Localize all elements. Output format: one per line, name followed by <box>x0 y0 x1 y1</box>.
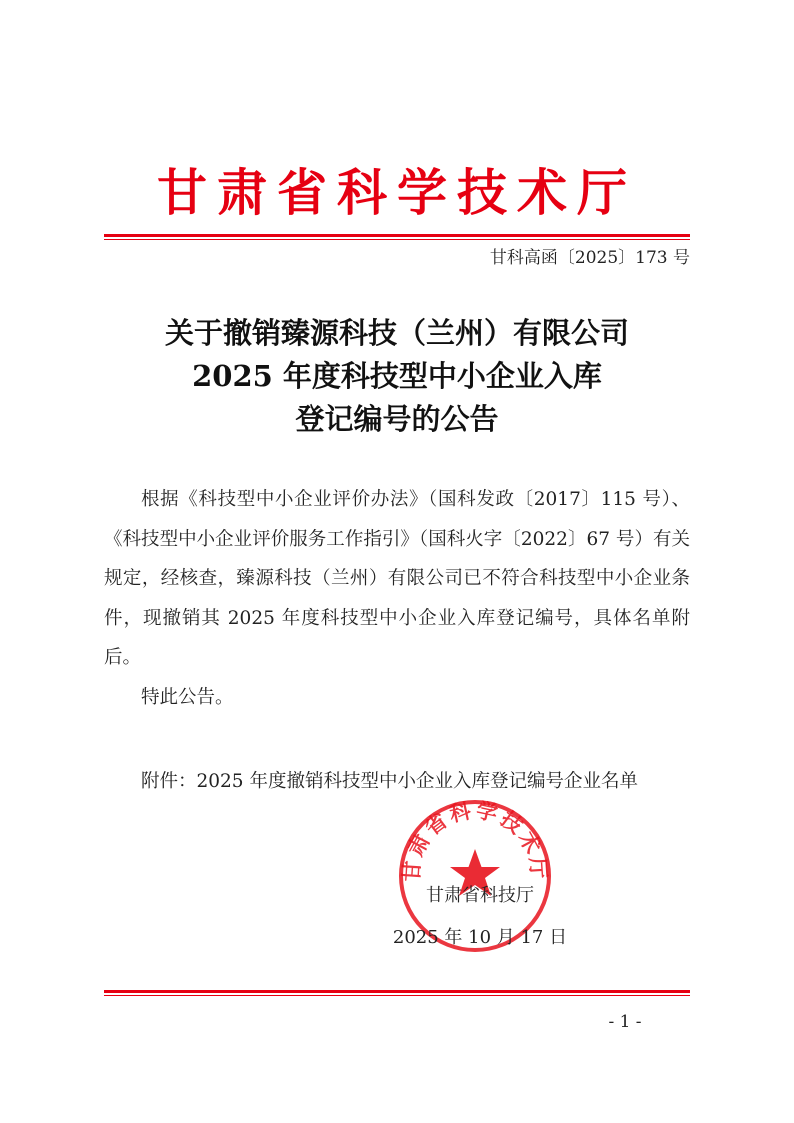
footer-rule-thin <box>104 995 690 996</box>
body-paragraph-main: 根据《科技型中小企业评价办法》（国科发政〔2017〕115 号）、《科技型中小企业评价服务工作指引》（国科火字〔2022〕67 号）有关规定，经核查，臻源科技（兰州）有限公司已不符合科技型中小企业条件，现撤销其 2025 年度科技型中小企业入库登记编号，具体名单附后。 <box>104 489 690 668</box>
document-body <box>104 480 690 717</box>
attachment-line: 附件：2025 年度撤销科技型中小企业入库登记编号企业名单 <box>141 771 638 792</box>
document-title <box>104 312 690 441</box>
issuer-heading: 甘肃省科学技术厅 <box>157 163 637 222</box>
header-rule-thin <box>104 239 690 240</box>
document-number: 甘科高函〔2025〕173 号 <box>489 248 690 268</box>
title-line-2: 2025 年度科技型中小企业入库 <box>192 359 602 393</box>
footer-rule-thick <box>104 990 690 993</box>
svg-text:甘肃省科学技术厅: 甘肃省科学技术厅 <box>398 797 552 883</box>
title-line-1: 关于撤销臻源科技（兰州）有限公司 <box>164 316 629 350</box>
body-paragraph-closing: 特此公告。 <box>141 686 234 708</box>
title-line-3: 登记编号的公告 <box>295 402 499 436</box>
signature-date: 2025 年 10 月 17 日 <box>392 927 568 948</box>
page-number: - 1 - <box>608 1012 642 1032</box>
header-rule-thick <box>104 234 690 237</box>
signature-organization: 甘肃省科技厅 <box>426 885 534 906</box>
